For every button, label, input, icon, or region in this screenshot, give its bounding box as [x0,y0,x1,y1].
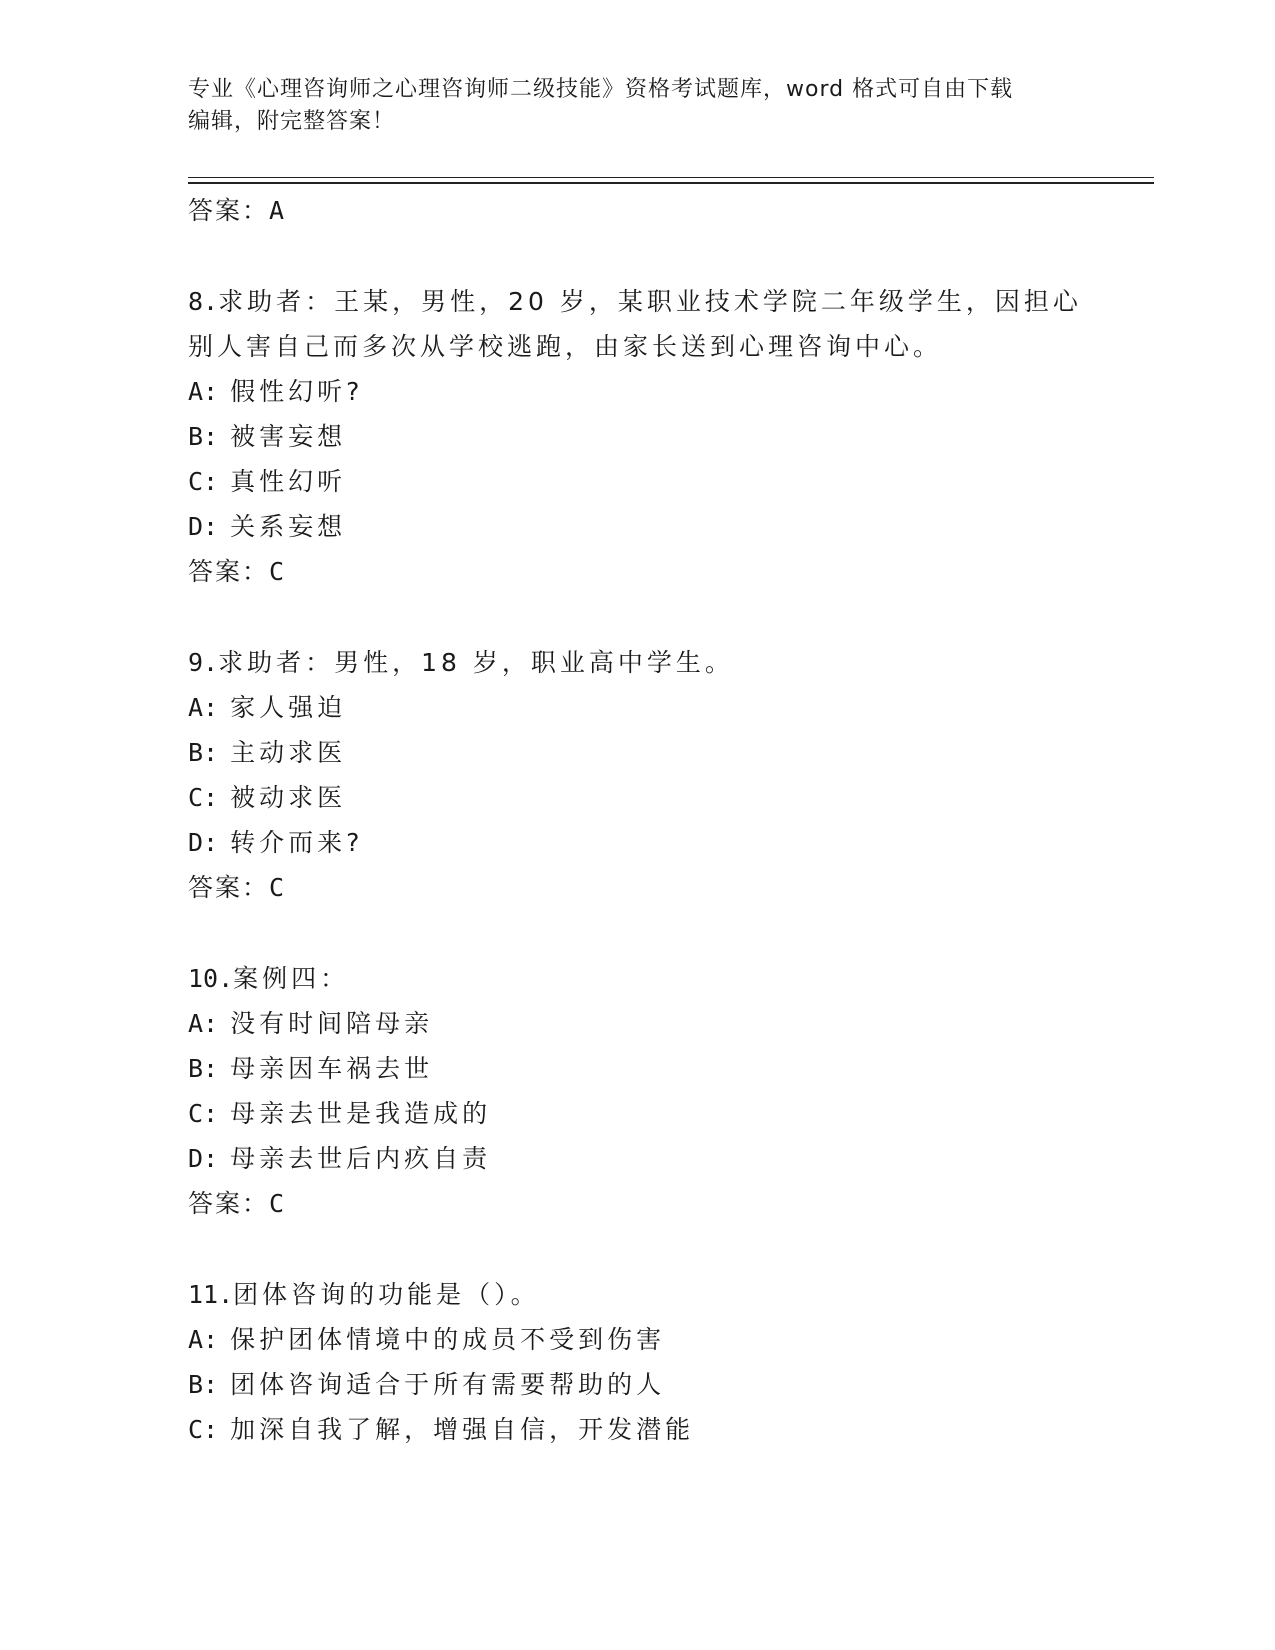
answer-line [188,188,1088,233]
option-b [188,1046,1088,1091]
option-text: 加深自我了解，增强自信，开发潜能 [230,1415,695,1444]
answer-value: C [269,873,285,902]
option-text: 保护团体情境中的成员不受到伤害 [230,1325,666,1354]
answer-line [188,865,1088,910]
option-letter: B: [188,1054,219,1083]
option-letter: A: [188,1009,219,1038]
option-text: 家人强迫 [230,693,347,722]
answer-label: 答案： [188,196,270,225]
question-stem [188,279,1088,324]
option-letter: C: [188,1099,219,1128]
spacer [188,1226,1088,1272]
header-divider-thick [188,182,1154,184]
question-9 [188,640,1088,910]
option-letter: A: [188,1325,219,1354]
question-number: 9. [188,648,219,677]
question-text: 求助者：王某，男性，20 岁，某职业技术学院二年级学生，因担心 [218,287,1082,316]
answer-label: 答案： [188,1189,270,1218]
option-b [188,414,1088,459]
option-letter: B: [188,738,219,767]
option-c [188,459,1088,504]
option-letter: B: [188,1370,219,1399]
question-number: 10. [188,964,234,993]
answer-value: C [269,1189,285,1218]
option-b [188,1362,1088,1407]
option-letter: A: [188,693,219,722]
question-number: 11. [188,1280,234,1309]
option-text: 母亲去世是我造成的 [230,1099,492,1128]
question-11 [188,1272,1088,1452]
option-text: 假性幻听? [230,377,364,406]
question-stem [188,956,1088,1001]
question-stem [188,640,1088,685]
answer-line [188,549,1088,594]
option-letter: D: [188,512,219,541]
option-letter: D: [188,828,219,857]
option-text: 被害妄想 [230,422,347,451]
option-d [188,1136,1088,1181]
spacer [188,594,1088,640]
option-c [188,1407,1088,1452]
option-letter: B: [188,422,219,451]
option-a [188,1317,1088,1362]
answer-line [188,1181,1088,1226]
question-number: 8. [188,287,219,316]
option-letter: C: [188,1415,219,1444]
question-stem-continued: 别人害自己而多次从学校逃跑，由家长送到心理咨询中心。 [188,332,943,361]
option-b [188,730,1088,775]
option-letter: C: [188,467,219,496]
question-stem [188,1272,1088,1317]
option-text: 主动求医 [230,738,347,767]
option-text: 母亲去世后内疚自责 [230,1144,492,1173]
option-a [188,685,1088,730]
option-text: 没有时间陪母亲 [230,1009,434,1038]
option-a [188,369,1088,414]
question-8 [188,279,1088,594]
option-c [188,775,1088,820]
option-c [188,1091,1088,1136]
option-text: 被动求医 [230,783,347,812]
option-letter: C: [188,783,219,812]
question-text: 团体咨询的功能是（）。 [233,1280,540,1309]
answer-label: 答案： [188,873,270,902]
header-divider-thin [188,177,1154,178]
question-text: 案例四： [233,964,350,993]
spacer [188,910,1088,956]
answer-value: A [269,196,285,225]
document-header [188,74,1088,138]
option-text: 转介而来? [230,828,364,857]
option-letter: A: [188,377,219,406]
option-text: 真性幻听 [230,467,347,496]
option-letter: D: [188,1144,219,1173]
option-d [188,820,1088,865]
option-text: 关系妄想 [230,512,347,541]
question-list [188,188,1088,1452]
option-a [188,1001,1088,1046]
option-d [188,504,1088,549]
header-line-1: 专业《心理咨询师之心理咨询师二级技能》资格考试题库，word 格式可自由下载 [188,77,1014,102]
option-text: 团体咨询适合于所有需要帮助的人 [230,1370,666,1399]
question-text: 求助者：男性，18 岁，职业高中学生。 [218,648,734,677]
answer-value: C [269,557,285,586]
answer-label: 答案： [188,557,270,586]
header-line-2: 编辑，附完整答案！ [188,109,396,134]
question-10 [188,956,1088,1226]
spacer [188,233,1088,279]
option-text: 母亲因车祸去世 [230,1054,434,1083]
